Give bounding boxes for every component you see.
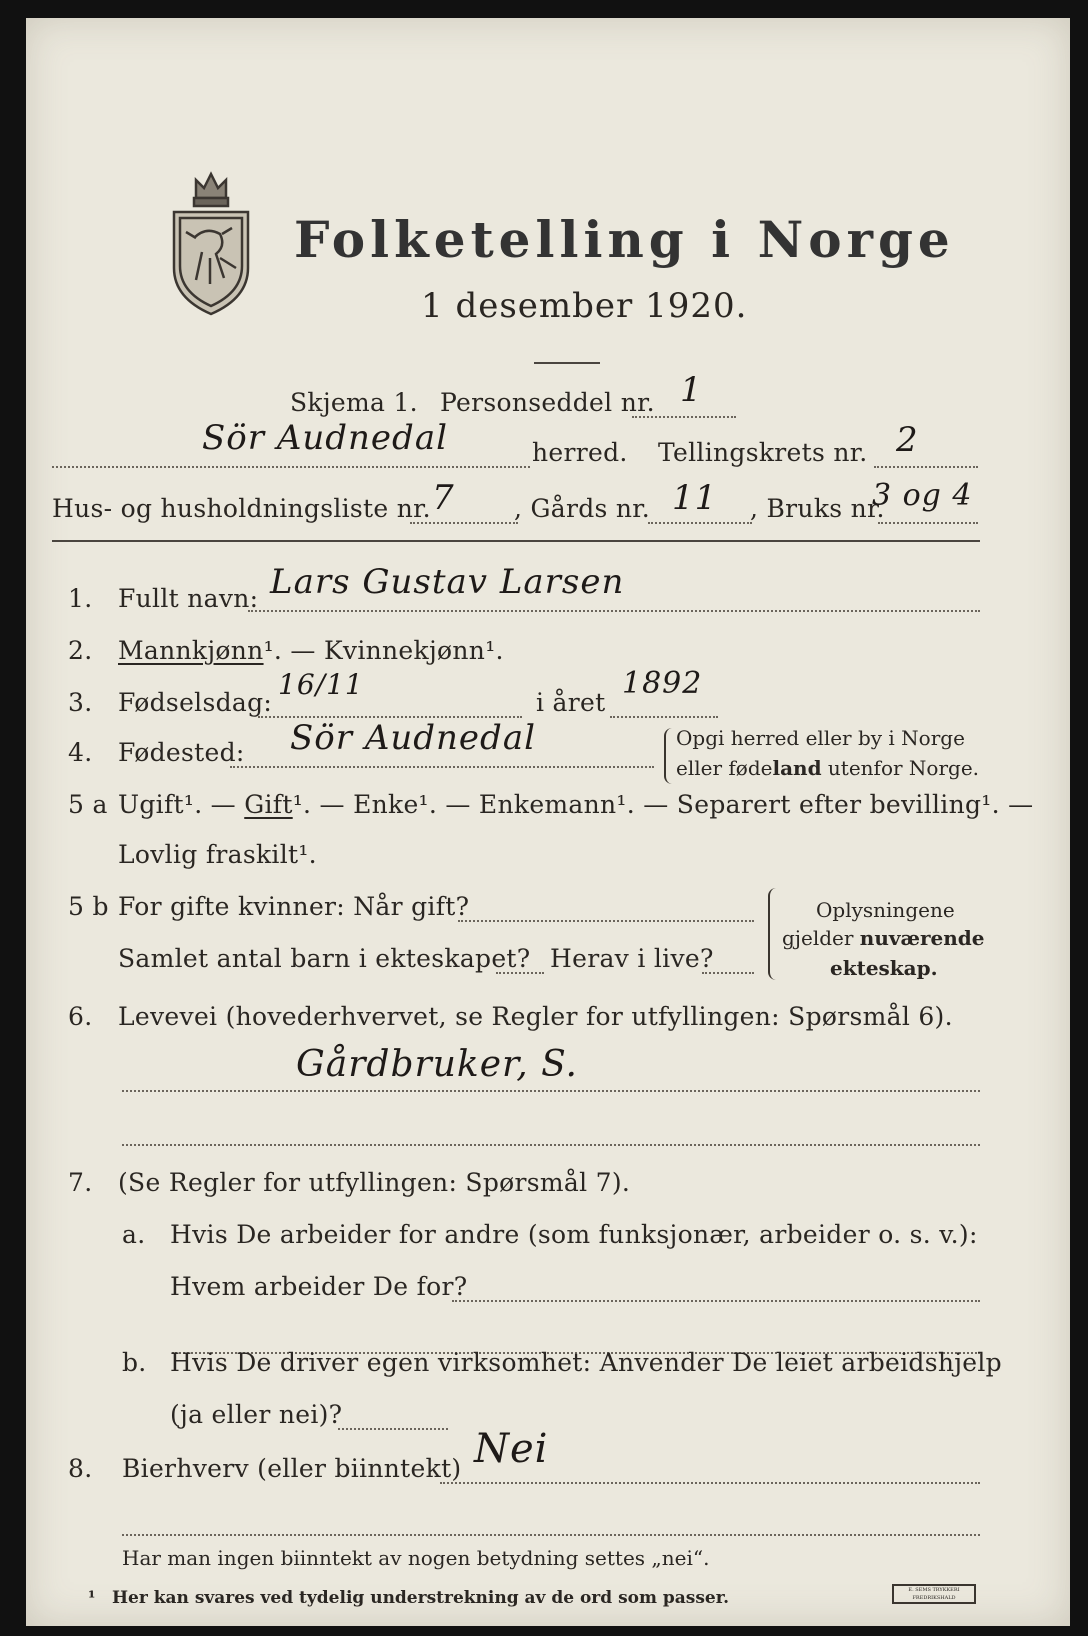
norwegian-coat-of-arms-icon	[166, 168, 256, 318]
q6-label: Levevei (hovederhvervet, se Regler for utfyllingen: Spørsmål 6).	[118, 1002, 953, 1031]
q1-label: Fullt navn:	[118, 584, 259, 613]
q7b-line1: Hvis De driver egen virksomhet: Anvender De leiet arbeidshjelp	[170, 1348, 1002, 1377]
page-title: Folketelling i Norge	[294, 210, 955, 269]
q7a-letter: a.	[122, 1220, 146, 1249]
q5b-note-line2: gjelder nuværende	[782, 926, 985, 950]
q5b-when-married-label: For gifte kvinner: Når gift?	[118, 892, 470, 921]
q5b-note-line1: Oplysningene	[816, 898, 955, 922]
husliste-label: Hus- og husholdningsliste nr.	[52, 494, 431, 523]
q5b-children-label: Samlet antal barn i ekteskapet?	[118, 944, 531, 973]
husliste-field-line	[410, 522, 518, 524]
q2-male-option[interactable]: Mannkjønn	[118, 636, 264, 665]
q6-occupation-value[interactable]: Gårdbruker, S.	[296, 1044, 578, 1085]
q5b-number: 5 b	[68, 892, 109, 921]
census-form-sheet	[26, 18, 1070, 1626]
q5b-note-line3: ekteskap.	[830, 956, 938, 980]
q7a-employer-field-line	[452, 1300, 980, 1302]
tellingskrets-field-line	[874, 466, 978, 468]
q4-note-line1: Opgi herred eller by i Norge	[676, 726, 965, 750]
q5b-alive-field-line	[702, 972, 754, 974]
q7b-letter: b.	[122, 1348, 147, 1377]
q1-number: 1.	[68, 584, 93, 613]
q7-number: 7.	[68, 1168, 93, 1197]
q8-side-income-value[interactable]: Nei	[474, 1426, 549, 1472]
census-date: 1 desember 1920.	[421, 286, 748, 326]
gards-label: , Gårds nr.	[514, 494, 651, 523]
q3-year-label: i året	[536, 688, 606, 717]
bruks-label: , Bruks nr.	[750, 494, 885, 523]
bruks-field-line	[878, 522, 978, 524]
q7b-yes-no-label: (ja eller nei)?	[170, 1400, 343, 1429]
footnote-marker: ¹	[88, 1588, 96, 1608]
q8-field-line-2	[122, 1534, 980, 1536]
title-divider	[534, 362, 600, 364]
herred-field-line	[52, 466, 530, 468]
q6-field-line-1	[122, 1090, 980, 1092]
side-income-note: Har man ingen biinntekt av nogen betydning settes „nei“.	[122, 1546, 710, 1570]
gards-field-line	[648, 522, 752, 524]
q4-label: Fødested:	[118, 738, 245, 767]
q7a-employer-label: Hvem arbeider De for?	[170, 1272, 468, 1301]
q4-field-line	[230, 766, 654, 768]
q2-number: 2.	[68, 636, 93, 665]
q4-birthplace-value[interactable]: Sör Audnedal	[290, 718, 536, 758]
q4-note-line2: eller fødeland utenfor Norge.	[676, 756, 980, 780]
q4-number: 4.	[68, 738, 93, 767]
footnote-text: Her kan svares ved tydelig understrekning av de ord som passer.	[112, 1588, 730, 1608]
q7-label: (Se Regler for utfyllingen: Spørsmål 7).	[118, 1168, 631, 1197]
header-separator	[52, 540, 980, 542]
herred-label: herred.	[532, 438, 628, 467]
q8-number: 8.	[68, 1454, 93, 1483]
q8-label: Bierhverv (eller biinntekt)	[122, 1454, 462, 1483]
bruks-value[interactable]: 3 og 4	[872, 478, 973, 513]
q3-birthday-value[interactable]: 16/11	[278, 668, 364, 701]
q5a-number: 5 a	[68, 790, 108, 819]
skjema-label: Skjema 1.	[290, 388, 418, 417]
q5b-note-brace	[768, 888, 776, 980]
gards-value[interactable]: 11	[672, 478, 718, 518]
q5a-line2: Lovlig fraskilt¹.	[118, 840, 317, 869]
herred-value[interactable]: Sör Audnedal	[202, 418, 448, 458]
personseddel-label: Personseddel nr.	[440, 388, 655, 417]
q5b-children-field-line	[496, 972, 544, 974]
q5b-alive-label: Herav i live?	[550, 944, 714, 973]
tellingskrets-value[interactable]: 2	[896, 420, 919, 460]
q6-field-line-2	[122, 1144, 980, 1146]
q7a-line1: Hvis De arbeider for andre (som funksjonær, arbeider o. s. v.):	[170, 1220, 978, 1249]
q5a-marital-options: Ugift¹. — Gift¹. — Enke¹. — Enkemann¹. — Separert efter bevilling¹. —	[118, 790, 1034, 819]
q3-number: 3.	[68, 688, 93, 717]
q6-number: 6.	[68, 1002, 93, 1031]
q2-female-option[interactable]: Kvinnekjønn	[323, 636, 486, 665]
tellingskrets-label: Tellingskrets nr.	[658, 438, 868, 467]
personseddel-field-line	[632, 416, 736, 418]
q5b-when-married-field-line	[458, 920, 754, 922]
husliste-value[interactable]: 7	[432, 478, 455, 518]
q1-field-line	[248, 610, 980, 612]
q7b-yes-no-field-line	[338, 1428, 448, 1430]
q2-gender-options: Mannkjønn¹. — Kvinnekjønn¹.	[118, 636, 504, 665]
q3-label: Fødselsdag:	[118, 688, 273, 717]
printer-stamp: E. SEMS TRYKKERI FREDRIKSHALD	[892, 1584, 976, 1604]
q4-note-brace	[664, 728, 672, 784]
q3-year-field-line	[610, 716, 718, 718]
q1-full-name-value[interactable]: Lars Gustav Larsen	[270, 562, 625, 602]
q8-field-line	[440, 1482, 980, 1484]
q5a-gift-option[interactable]: Gift	[244, 790, 293, 819]
personseddel-value[interactable]: 1	[680, 370, 703, 410]
q3-birth-year-value[interactable]: 1892	[622, 666, 703, 701]
